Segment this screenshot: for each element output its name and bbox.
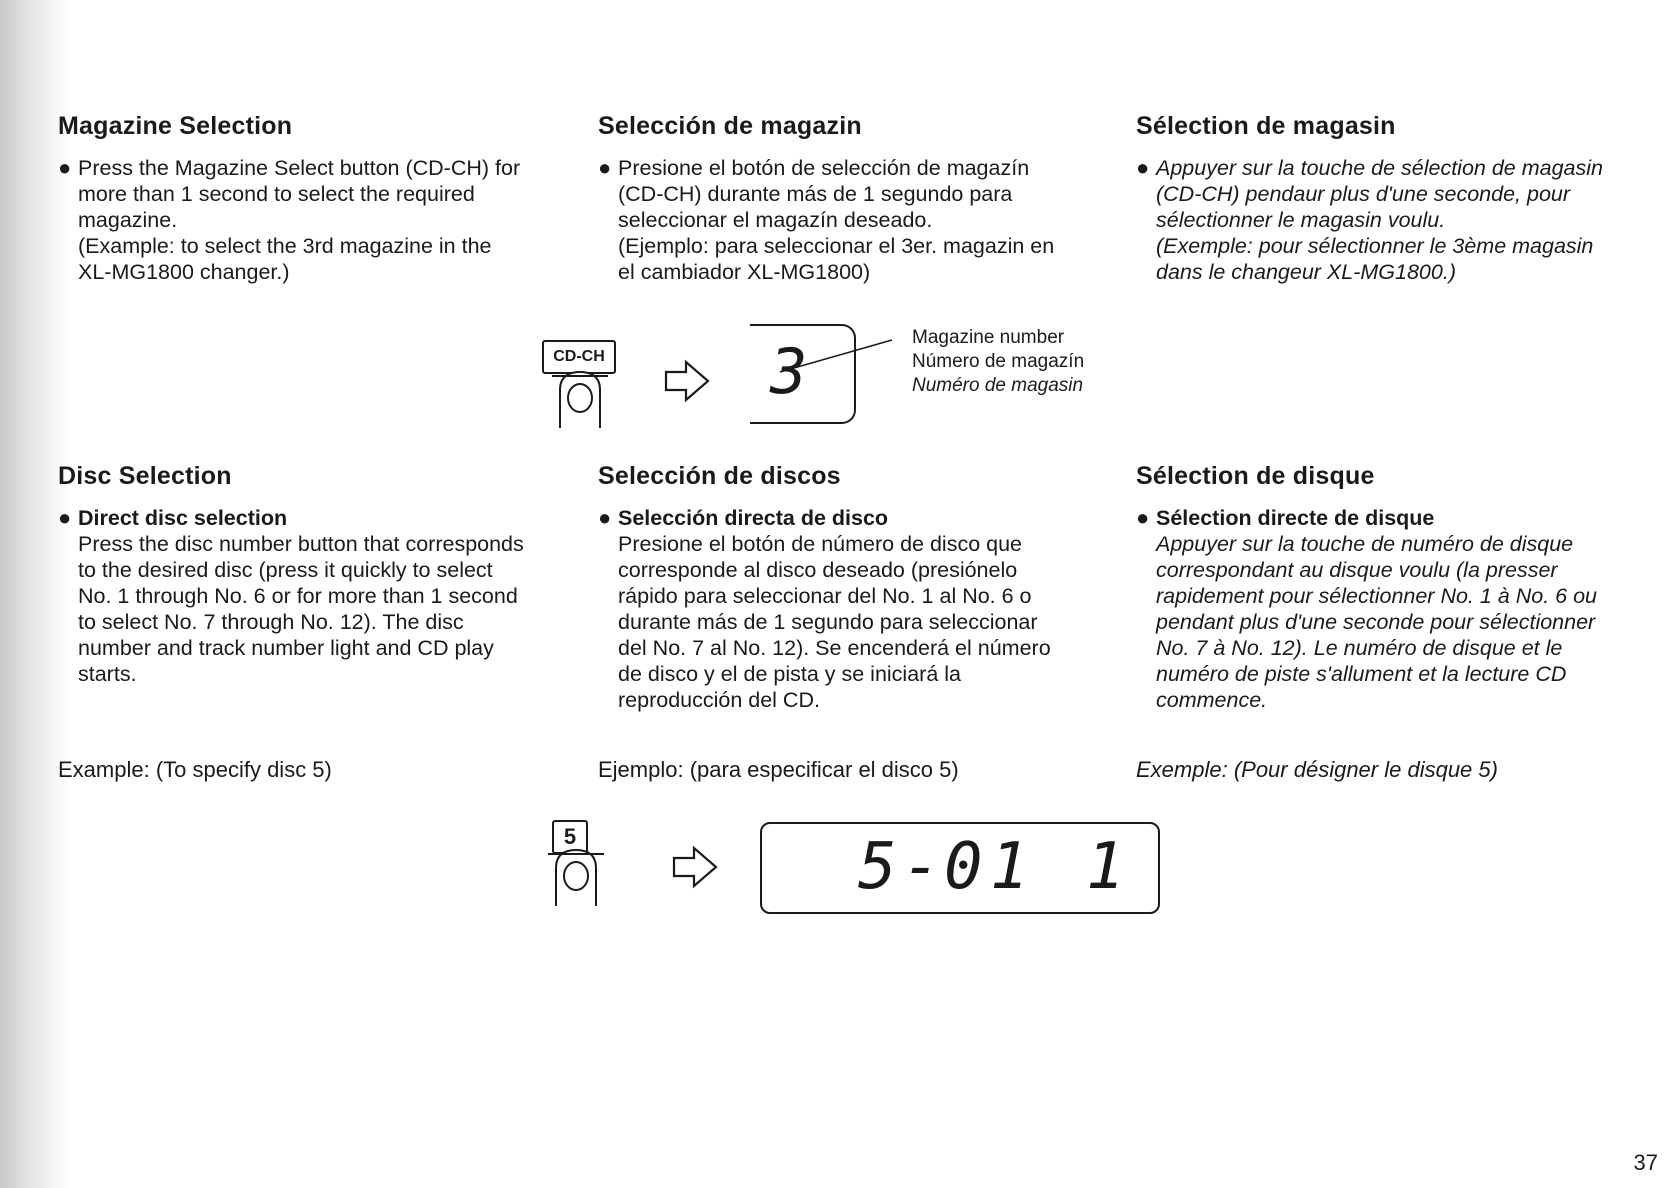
magazine-selection-en [58,112,538,285]
bullet-item [1136,505,1616,531]
disc-selection-es [598,462,1078,713]
finger-press-icon [546,846,606,908]
text-line: Press the Magazine Select button (CD-CH) for [78,156,521,180]
magazine-figure [536,324,1136,434]
description [1136,531,1616,713]
disc-selection-en [58,462,538,687]
page-number: 37 [1633,1150,1658,1175]
text-line: corresponde al disco deseado (presiónelo [618,558,1018,582]
bullet-item [58,505,538,531]
arrow-right-icon [662,358,712,404]
finger-press-icon [550,368,610,430]
text-line: number and track number light and CD play [78,636,494,660]
text-line: dans le changeur XL-MG1800.) [1156,260,1456,284]
sub-title: Sélection directe de disque [1156,506,1435,530]
section-title: Disc Selection [58,462,232,490]
text-line: reproducción del CD. [618,688,820,712]
text-line: numéro de piste s'allument et la lecture CD [1156,662,1567,686]
sub-title: Selección directa de disco [618,506,889,530]
text-line: de disco y el de pista y se iniciará la [618,662,961,686]
sub-title: Direct disc selection [78,506,288,530]
section-title: Sélection de magasin [1136,112,1396,140]
bullet-item [598,505,1078,531]
text-line: (Ejemplo: para seleccionar el 3er. magazin en [618,234,1055,258]
display-digit: 1 [1086,830,1125,904]
text-line: Appuyer sur la touche de numéro de disque [1156,532,1574,556]
display-digit: 0 [944,830,983,904]
text-line: (Exemple: pour sélectionner le 3ème magasin [1156,234,1594,258]
arrow-right-icon [670,844,720,890]
description [58,531,538,687]
text-line: Presione el botón de número de disco que [618,532,1022,556]
text-line: rapidement pour sélectionner No. 1 à No. 6 ou [1156,584,1598,608]
text-line: magazine. [78,208,178,232]
text-line: rápido para seleccionar del No. 1 al No. 6 o [618,584,1032,608]
magazine-number-labels [912,326,1084,398]
bullet-item [1136,155,1616,285]
label-en: Magazine number [912,327,1065,348]
text-line: durante más de 1 segundo para seleccionar [618,610,1038,634]
magazine-selection-es [598,112,1078,285]
text-line: Appuyer sur la touche de sélection de magasin [1156,156,1603,180]
bullet-icon: ● [58,155,72,180]
section-title: Selección de magazin [598,112,862,140]
text-line: commence. [1156,688,1268,712]
text-line: (CD-CH) pendaur plus d'une seconde, pour [1156,182,1571,206]
text-line: del No. 7 al No. 12). Se encenderá el número [618,636,1051,660]
leader-line [776,336,896,376]
text-line: seleccionar el magazín deseado. [618,208,933,232]
section-title: Magazine Selection [58,112,293,140]
text-line: XL-MG1800 changer.) [78,260,290,284]
disc-display [760,822,1160,914]
text-line: to select No. 7 through No. 12). The disc [78,610,464,634]
text-line: more than 1 second to select the required [78,182,475,206]
text-line: correspondant au disque voulu (la presser [1156,558,1558,582]
magazine-number-digit: 3 [770,335,808,408]
text-line: el cambiador XL-MG1800) [618,260,871,284]
section-title: Sélection de disque [1136,462,1375,490]
bullet-icon: ● [1136,155,1150,180]
label-fr: Numéro de magasin [912,375,1084,396]
description [598,531,1078,713]
text-line: pendant plus d'une seconde pour sélectionner [1156,610,1596,634]
text-line: (Example: to select the 3rd magazine in the [78,234,492,258]
text-line: to the desired disc (press it quickly to select [78,558,493,582]
text-line: No. 1 through No. 6 or for more than 1 second [78,584,518,608]
display-digit: - [902,830,941,904]
bullet-icon: ● [58,505,72,530]
text-line: Presione el botón de selección de magazín [618,156,1030,180]
display-digit: 1 [990,830,1029,904]
example-en: Example: (To specify disc 5) [58,757,332,782]
section-title: Selección de discos [598,462,841,490]
cd-ch-button: CD-CH [542,340,616,374]
example-es: Ejemplo: (para especificar el disco 5) [598,757,959,782]
text-line: sélectionner le magasin voulu. [1156,208,1446,232]
disc-5-button: 5 [552,820,588,854]
text-line: No. 7 à No. 12). Le numéro de disque et le [1156,636,1563,660]
disc-selection-fr [1136,462,1616,713]
disc-figure [548,820,1168,920]
text-line: starts. [78,662,137,686]
bullet-icon: ● [598,505,612,530]
example-fr: Exemple: (Pour désigner le disque 5) [1136,757,1498,782]
bullet-item [598,155,1078,285]
bullet-item [58,155,538,285]
label-es: Número de magazín [912,351,1085,372]
bullet-icon: ● [1136,505,1150,530]
display-digit: 5 [858,830,897,904]
text-line: Press the disc number button that corresponds [78,532,524,556]
bullet-icon: ● [598,155,612,180]
text-line: (CD-CH) durante más de 1 segundo para [618,182,1013,206]
magazine-selection-fr [1136,112,1616,285]
